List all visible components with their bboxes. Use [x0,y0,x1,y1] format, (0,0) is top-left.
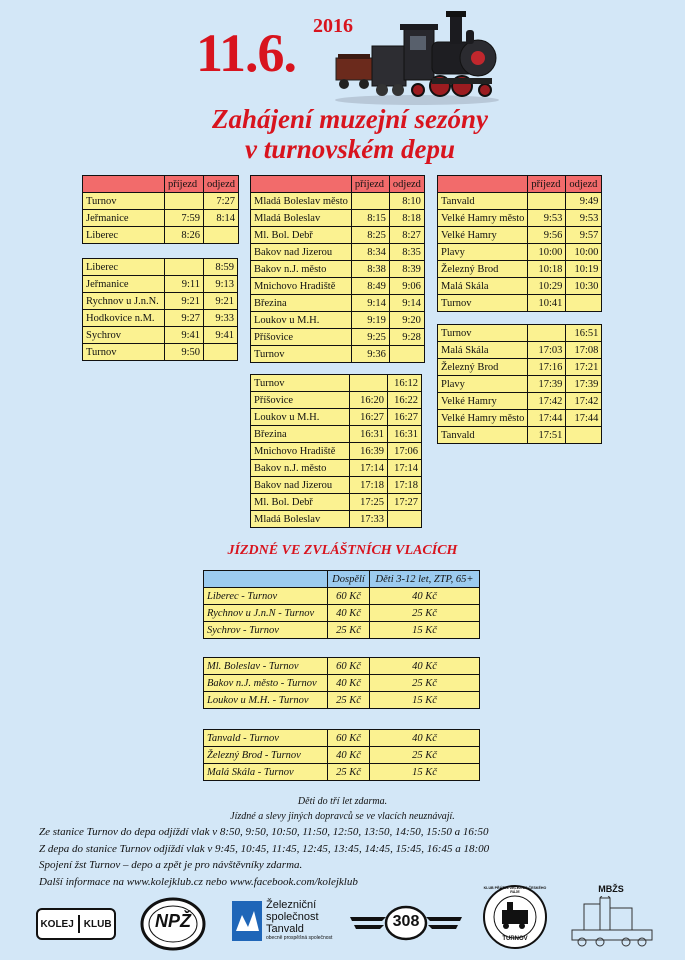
timetable-cell-station: Jeřmanice [83,276,165,293]
timetable-cell-station: Mnichovo Hradiště [251,443,350,460]
timetable-cell-station: Příšovice [251,392,350,409]
timetable-cell-depart: 17:42 [566,393,602,410]
timetable-cell-depart: 17:06 [388,443,422,460]
timetable-cell-arrive: 17:39 [528,376,566,393]
timetable-cell-station: Liberec [83,227,165,244]
timetable-cell-arrive: 10:18 [528,261,566,278]
timetable-cell-arrive: 9:50 [165,344,204,361]
timetable-row [251,227,425,244]
fare-cell-adult: 40 Kč [328,675,370,692]
timetable-cell-depart: 9:06 [389,278,424,295]
zst-mark-icon [232,901,262,941]
fare-cell-child: 40 Kč [370,658,480,675]
timetable-row [438,261,602,278]
timetable-cell-depart: 9:28 [389,329,424,346]
fare-row [204,622,480,639]
timetable-row [83,344,238,361]
event-year: 2016 [313,15,353,37]
title-line-2: v turnovském depu [244,134,455,164]
timetable-cell-station: Turnov [83,193,165,210]
timetable-cell-station: Tanvald [438,193,528,210]
fare-cell-adult: 25 Kč [328,622,370,639]
timetable-row [251,346,425,363]
timetable-cell-station: Malá Skála [438,342,528,359]
timetable-cell-arrive: 17:44 [528,410,566,427]
timetable-cell-arrive [165,193,204,210]
fare-cell-child: 15 Kč [370,764,480,781]
timetable-t4 [250,374,422,528]
timetable-cell-arrive: 8:25 [351,227,389,244]
timetable-cell-depart: 9:57 [566,227,602,244]
timetable-cell-depart: 10:30 [566,278,602,295]
fare-row [204,675,480,692]
timetable-row [438,244,602,261]
fare-cell-adult: 60 Kč [328,730,370,747]
fare-cell-adult: 40 Kč [328,605,370,622]
timetable-row [251,392,422,409]
timetable-row [251,210,425,227]
timetable-header-station [251,176,352,193]
timetable-cell-arrive: 8:15 [351,210,389,227]
fare-table-group1 [203,570,480,639]
timetable-cell-arrive: 9:41 [165,327,204,344]
timetable-row [251,426,422,443]
fare-cell-route: Tanvald - Turnov [204,730,328,747]
timetable-row [83,276,238,293]
fare-row [204,658,480,675]
timetable-cell-station: Bakov n.J. město [251,460,350,477]
timetable-cell-depart: 8:14 [204,210,239,227]
timetable-cell-station: Ml. Bol. Debř [251,227,352,244]
timetable-cell-depart: 8:35 [389,244,424,261]
fare-row [204,747,480,764]
timetable-cell-station: Turnov [438,325,528,342]
event-date: 11.6. [196,23,297,83]
timetable-cell-arrive: 16:27 [350,409,388,426]
timetable-cell-station: Ml. Bol. Debř [251,494,350,511]
timetable-cell-depart: 9:21 [204,293,238,310]
timetable-cell-arrive: 16:31 [350,426,388,443]
timetable-cell-arrive: 17:42 [528,393,566,410]
timetable-row [83,193,239,210]
fare-cell-adult: 40 Kč [328,747,370,764]
timetable-header-depart: odjezd [204,176,239,193]
fare-row [204,692,480,709]
timetable-cell-arrive: 17:14 [350,460,388,477]
timetable-cell-depart: 16:22 [388,392,422,409]
timetable-cell-station: Velké Hamry město [438,410,528,427]
timetable-row [83,327,238,344]
timetable-cell-arrive: 9:36 [351,346,389,363]
timetable-cell-station: Sychrov [83,327,165,344]
timetable-header-arrive: příjezd [165,176,204,193]
fare-cell-route: Bakov n.J. město - Turnov [204,675,328,692]
timetable-header-station [83,176,165,193]
fare-table-group3 [203,729,480,781]
note-shuttle-free: Spojení žst Turnov – depo a zpět je pro návštěvníky zdarma. [39,859,303,871]
timetable-row [438,410,602,427]
timetable-cell-depart [566,427,602,444]
zst-logo-line1: Železniční [266,899,317,911]
timetable-row [251,409,422,426]
timetable-cell-station: Malá Skála [438,278,528,295]
timetable-cell-station: Turnov [251,375,350,392]
timetable-row [251,460,422,477]
fare-row [204,605,480,622]
fare-cell-route: Malá Skála - Turnov [204,764,328,781]
timetable-cell-station: Březina [251,426,350,443]
timetable-cell-station: Jeřmanice [83,210,165,227]
timetable-t3 [250,175,425,363]
kolejklub-logo-right: KLUB [83,918,112,930]
timetable-row [83,310,238,327]
timetable-cell-arrive [350,375,388,392]
timetable-cell-arrive: 9:27 [165,310,204,327]
fare-cell-route: Železný Brod - Turnov [204,747,328,764]
timetable-cell-depart: 8:18 [389,210,424,227]
timetable-cell-depart: 9:13 [204,276,238,293]
page-title [150,104,550,164]
timetable-cell-station: Velké Hamry [438,227,528,244]
timetable-cell-depart: 9:20 [389,312,424,329]
rail-icon [78,915,80,933]
timetable-cell-station: Bakov nad Jizerou [251,477,350,494]
timetable-row [83,293,238,310]
timetable-cell-arrive: 16:20 [350,392,388,409]
timetable-cell-arrive [165,259,204,276]
timetable-cell-station: Loukov u M.H. [251,312,352,329]
fare-cell-child: 25 Kč [370,747,480,764]
loco-308-logo [350,905,462,941]
timetable-cell-depart: 9:14 [389,295,424,312]
timetable-header-row [438,176,602,193]
timetable-cell-arrive: 16:39 [350,443,388,460]
fare-cell-child: 15 Kč [370,692,480,709]
fare-cell-route: Liberec - Turnov [204,588,328,605]
timetable-cell-station: Turnov [251,346,352,363]
fare-cell-adult: 60 Kč [328,588,370,605]
fare-cell-adult: 25 Kč [328,764,370,781]
timetable-cell-arrive: 8:34 [351,244,389,261]
timetable-row [438,325,602,342]
timetable-row [438,359,602,376]
timetable-cell-depart: 9:53 [566,210,602,227]
fare-cell-child: 40 Kč [370,588,480,605]
timetable-cell-depart: 7:27 [204,193,239,210]
steam-locomotive-image [332,6,502,106]
note-more-info: Další informace na www.kolejklub.cz nebo www.facebook.com/kolejklub [39,876,358,888]
timetable-cell-arrive: 9:53 [528,210,566,227]
timetable-t6 [437,324,602,444]
note-station-departures: Z depa do stanice Turnov odjíždí vlak v 9:45, 10:45, 11:45, 12:45, 13:45, 14:45, 15:45, 16:45 a 18:00 [39,843,490,855]
timetable-row [438,227,602,244]
timetable-cell-station: Březina [251,295,352,312]
fare-cell-child: 25 Kč [370,605,480,622]
timetable-header-depart: odjezd [389,176,424,193]
timetable-t2 [82,258,238,361]
timetable-cell-depart: 17:18 [388,477,422,494]
timetable-cell-arrive: 9:19 [351,312,389,329]
timetable-cell-depart: 16:51 [566,325,602,342]
timetable-cell-arrive: 10:41 [528,295,566,312]
timetable-cell-depart: 8:59 [204,259,238,276]
loco-308-number: 308 [392,913,420,930]
timetable-row [251,295,425,312]
timetable-cell-arrive: 17:16 [528,359,566,376]
timetable-cell-depart: 17:21 [566,359,602,376]
timetable-cell-arrive: 9:25 [351,329,389,346]
timetable-cell-station: Bakov nad Jizerou [251,244,352,261]
timetable-row [251,244,425,261]
timetable-cell-station: Bakov n.J. město [251,261,352,278]
timetable-row [251,494,422,511]
timetable-cell-arrive: 8:26 [165,227,204,244]
timetable-t5 [437,175,602,312]
fare-cell-route: Loukov u M.H. - Turnov [204,692,328,709]
timetable-cell-depart: 17:39 [566,376,602,393]
timetable-cell-depart: 17:44 [566,410,602,427]
timetable-cell-depart [566,295,602,312]
timetable-cell-depart: 17:27 [388,494,422,511]
timetable-cell-station: Mladá Boleslav [251,210,352,227]
zst-logo-line2: společnost [266,911,319,923]
timetable-row [251,193,425,210]
timetable-row [438,193,602,210]
timetable-cell-depart: 10:00 [566,244,602,261]
mbzs-logo-text: MBŽS [598,884,624,894]
timetable-row [251,477,422,494]
timetable-row [438,295,602,312]
timetable-header-row [251,176,425,193]
timetable-row [438,393,602,410]
fare-cell-route: Sychrov - Turnov [204,622,328,639]
timetable-cell-depart: 8:10 [389,193,424,210]
fare-header-route [204,571,328,588]
timetable-cell-depart: 16:31 [388,426,422,443]
timetable-cell-station: Hodkovice n.M. [83,310,165,327]
fare-row [204,764,480,781]
timetable-cell-arrive: 10:29 [528,278,566,295]
kpzcr-logo [482,884,548,950]
mbzs-logo [566,884,656,946]
timetable-cell-station: Turnov [438,295,528,312]
timetable-cell-station: Železný Brod [438,359,528,376]
timetable-cell-station: Plavy [438,376,528,393]
timetable-cell-station: Loukov u M.H. [251,409,350,426]
note-children-free: Děti do tří let zdarma. [297,796,388,807]
timetable-cell-depart: 10:19 [566,261,602,278]
timetable-cell-depart: 9:49 [566,193,602,210]
fare-cell-adult: 60 Kč [328,658,370,675]
fare-cell-route: Rychnov u J.n.N - Turnov [204,605,328,622]
timetable-cell-station: Mladá Boleslav město [251,193,352,210]
fares-heading: JÍZDNÉ VE ZVLÁŠTNÍCH VLACÍCH [227,543,458,558]
timetable-cell-depart: 8:39 [389,261,424,278]
kolejklub-logo [36,908,116,940]
timetable-cell-arrive: 10:00 [528,244,566,261]
timetable-cell-arrive: 8:49 [351,278,389,295]
npz-logo [140,897,206,951]
timetable-row [251,312,425,329]
timetable-row [251,511,422,528]
timetable-row [438,376,602,393]
timetable-cell-station: Liberec [83,259,165,276]
timetable-row [83,259,238,276]
timetable-header-arrive: příjezd [528,176,566,193]
timetable-cell-station: Příšovice [251,329,352,346]
timetable-row [438,342,602,359]
timetable-cell-arrive: 17:18 [350,477,388,494]
fare-table-group2 [203,657,480,709]
timetable-header-depart: odjezd [566,176,602,193]
fare-header-child: Děti 3-12 let, ZTP, 65+ [370,571,480,588]
zst-logo-small: obecně prospěšná společnost [266,935,333,941]
timetable-row [83,210,239,227]
timetable-cell-station: Plavy [438,244,528,261]
kpzcr-logo-bottom: TURNOV [502,936,528,942]
timetable-row [251,261,425,278]
timetable-cell-station: Mladá Boleslav [251,511,350,528]
timetable-cell-arrive: 8:38 [351,261,389,278]
timetable-cell-station: Tanvald [438,427,528,444]
note-discounts: Jízdné a slevy jiných dopravců se ve vlacích neuznávají. [230,811,455,822]
timetable-cell-arrive [528,325,566,342]
timetable-row [438,278,602,295]
castle-train-icon [566,896,656,948]
timetable-cell-arrive: 17:33 [350,511,388,528]
timetable-cell-station: Turnov [83,344,165,361]
timetable-t1 [82,175,239,244]
timetable-cell-arrive [528,193,566,210]
note-depot-departures: Ze stanice Turnov do depa odjíždí vlak v 8:50, 9:50, 10:50, 11:50, 12:50, 13:50, 14:50, 15:50 a 16:50 [39,826,489,838]
fare-cell-child: 15 Kč [370,622,480,639]
timetable-cell-station: Mnichovo Hradiště [251,278,352,295]
timetable-cell-depart: 8:27 [389,227,424,244]
timetable-cell-station: Rychnov u J.n.N. [83,293,165,310]
fare-cell-child: 40 Kč [370,730,480,747]
fare-cell-child: 25 Kč [370,675,480,692]
timetable-cell-depart [388,511,422,528]
timetable-cell-arrive: 9:11 [165,276,204,293]
timetable-header-arrive: příjezd [351,176,389,193]
timetable-cell-depart [389,346,424,363]
kpzcr-logo-text: KLUB PŘÁTEL ŽELEZNIC ČESKÉHO RÁJE [483,886,547,894]
timetable-cell-depart: 16:27 [388,409,422,426]
timetable-cell-depart: 9:41 [204,327,238,344]
timetable-row [251,375,422,392]
timetable-header-row [83,176,239,193]
kolejklub-logo-left: KOLEJ [40,918,74,930]
fare-cell-adult: 25 Kč [328,692,370,709]
fare-row [204,588,480,605]
timetable-row [251,443,422,460]
timetable-cell-depart: 17:08 [566,342,602,359]
fare-row [204,730,480,747]
timetable-row [251,329,425,346]
fare-cell-route: Ml. Boleslav - Turnov [204,658,328,675]
timetable-row [83,227,239,244]
timetable-cell-station: Velké Hamry město [438,210,528,227]
zst-logo-line3: Tanvald [266,923,304,935]
timetable-cell-arrive: 9:14 [351,295,389,312]
npz-logo-text: NPŽ [155,911,191,931]
fare-header-row [204,571,480,588]
timetable-row [251,278,425,295]
fare-header-adult: Dospělí [328,571,370,588]
timetable-cell-depart: 16:12 [388,375,422,392]
timetable-cell-arrive: 7:59 [165,210,204,227]
timetable-cell-arrive: 9:56 [528,227,566,244]
timetable-cell-depart [204,344,238,361]
zst-logo [232,899,352,949]
timetable-cell-arrive: 17:25 [350,494,388,511]
timetable-row [438,427,602,444]
timetable-cell-arrive: 17:51 [528,427,566,444]
timetable-cell-arrive: 17:03 [528,342,566,359]
timetable-cell-depart: 9:33 [204,310,238,327]
timetable-cell-depart [204,227,239,244]
timetable-cell-station: Železný Brod [438,261,528,278]
timetable-cell-station: Velké Hamry [438,393,528,410]
timetable-header-station [438,176,528,193]
timetable-cell-depart: 17:14 [388,460,422,477]
timetable-row [438,210,602,227]
timetable-cell-arrive: 9:21 [165,293,204,310]
title-line-1: Zahájení muzejní sezóny [211,104,489,134]
timetable-cell-arrive [351,193,389,210]
